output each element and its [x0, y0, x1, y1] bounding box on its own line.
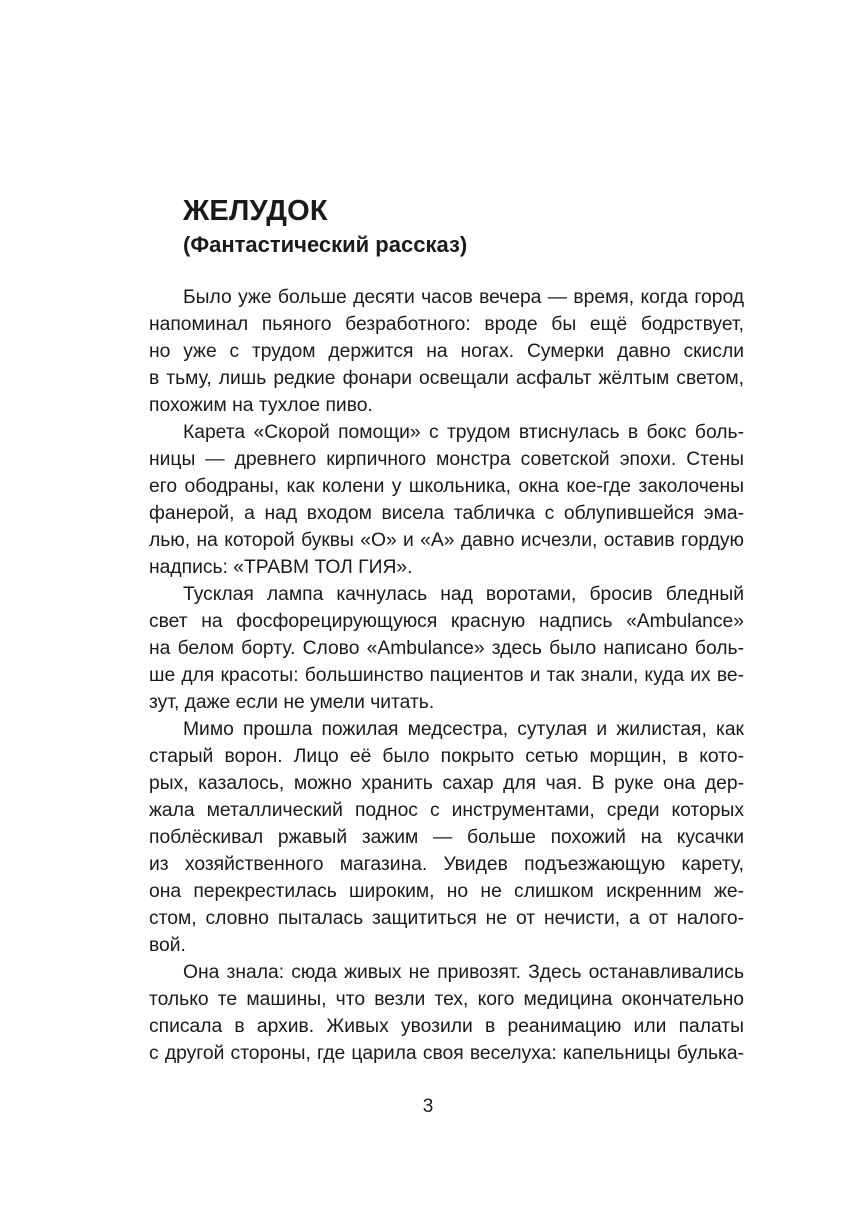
text-line: поблёскивал ржавый зажим — больше похожий на кусачки — [149, 827, 744, 848]
chapter-title: ЖЕЛУДОК — [183, 195, 328, 227]
page-number: 3 — [422, 1096, 434, 1117]
text-line: стом, словно пыталась защититься не от нечисти, а от налого- — [149, 908, 744, 929]
text-line: похожим на тухлое пиво. — [149, 395, 373, 416]
text-line: на белом борту. Слово «Ambulance» здесь было написано боль- — [149, 638, 744, 659]
text-line: свет на фосфорецирующуюся красную надпись «Ambulance» — [149, 611, 744, 632]
text-line: его ободраны, как колени у школьника, окна кое-где заколочены — [149, 476, 744, 497]
text-line: напоминал пьяного безработного: вроде бы ещё бодрствует, — [149, 314, 744, 335]
text-line: в тьму, лишь редкие фонари освещали асфальт жёлтым светом, — [149, 368, 744, 389]
story-text — [149, 284, 744, 1067]
text-line: из хозяйственного магазина. Увидев подъезжающую карету, — [149, 854, 744, 875]
text-line: только те машины, что везли тех, кого медицина окончательно — [149, 989, 744, 1010]
chapter-subtitle: (Фантастический рассказ) — [183, 232, 468, 257]
text-line: рых, казалось, можно хранить сахар для чая. В руке она дер- — [149, 773, 744, 794]
text-line: Мимо прошла пожилая медсестра, сутулая и жилистая, как — [183, 719, 744, 740]
text-line: надпись: «ТРАВМ ТОЛ ГИЯ». — [149, 557, 413, 578]
text-line: Карета «Скорой помощи» с трудом втиснулась в бокс боль- — [183, 422, 744, 443]
text-line: Она знала: сюда живых не привозят. Здесь останавливались — [183, 962, 744, 983]
text-line: ницы — древнего кирпичного монстра советской эпохи. Стены — [149, 449, 744, 470]
text-line: списала в архив. Живых увозили в реанимацию или палаты — [149, 1016, 744, 1037]
text-line: ше для красоты: большинство пациентов и так знали, куда их ве- — [149, 665, 744, 686]
text-line: но уже с трудом держится на ногах. Сумерки давно скисли — [149, 341, 744, 362]
text-line: вой. — [149, 935, 186, 956]
text-line: она перекрестилась широким, но не слишком искренним же- — [149, 881, 744, 902]
text-line: жала металлический поднос с инструментами, среди которых — [149, 800, 744, 821]
text-line: Было уже больше десяти часов вечера — время, когда город — [183, 287, 744, 308]
text-line: Тусклая лампа качнулась над воротами, бросив бледный — [183, 584, 744, 605]
text-line: старый ворон. Лицо её было покрыто сетью морщин, в кото- — [149, 746, 744, 767]
text-line: с другой стороны, где царила своя веселуха: капельницы булька- — [149, 1043, 744, 1064]
text-line: зут, даже если не умели читать. — [149, 692, 435, 713]
text-line: лью, на которой буквы «О» и «А» давно исчезли, оставив гордую — [149, 530, 744, 551]
text-line: фанерой, а над входом висела табличка с облупившейся эма- — [149, 503, 744, 524]
